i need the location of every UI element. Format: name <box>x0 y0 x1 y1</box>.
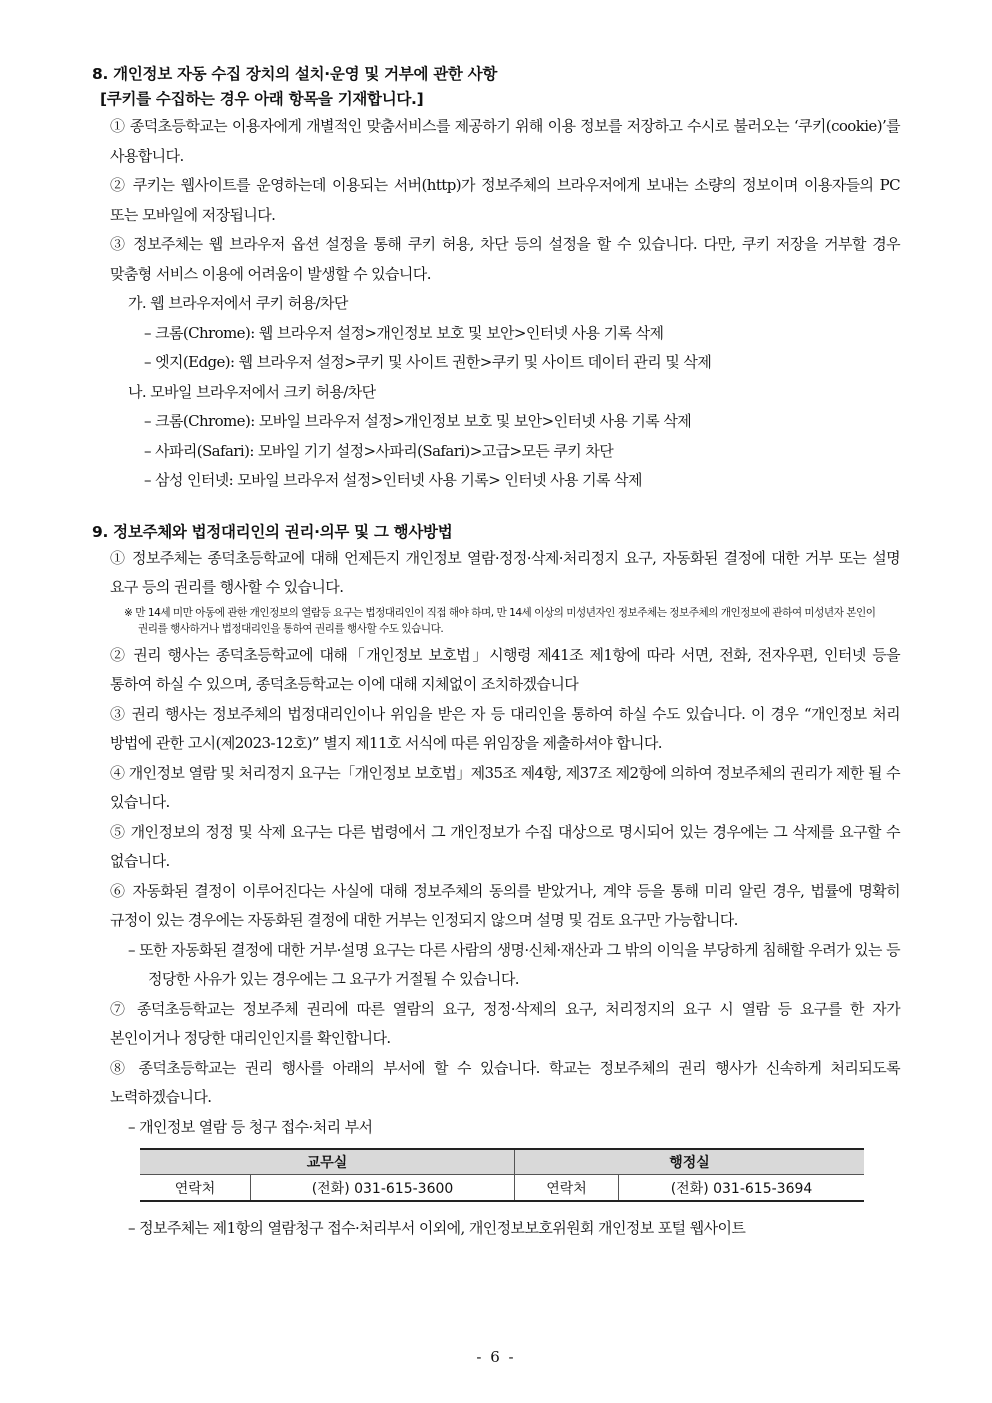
section-9-paragraph-3: ③ 권리 행사는 정보주체의 법정대리인이나 위임을 받은 자 등 대리인을 통하여 하실 수도 있습니다. 이 경우 “개인정보 처리 방법에 관한 고시(제2023-12호)” 별지 제11호 서식에 따른 위임장을 제출하셔야 합니다. <box>110 704 900 752</box>
header-academic-office: 교무실 <box>140 1149 515 1175</box>
section-8-heading: 8. 개인정보 자동 수집 장치의 설치·운영 및 거부에 관한 사항 <box>92 65 498 83</box>
section-8-subheading: [쿠키를 수집하는 경우 아래 항목을 기재합니다.] <box>100 90 424 108</box>
mobile-browser-subtitle: 나. 모바일 브라우저에서 크키 허용/차단 <box>128 382 376 401</box>
page-number: - 6 - <box>476 1348 516 1366</box>
section-9-last-line: – 정보주체는 제1항의 열람청구 접수·처리부서 이외에, 개인정보보호위원회 개인정보 포털 웹사이트 <box>128 1219 746 1237</box>
section-9-paragraph-7: ⑦ 종덕초등학교는 정보주체 권리에 따른 열람의 요구, 정정·삭제의 요구, 처리정지의 요구 시 열람 등 요구를 한 자가 본인이거나 정당한 대리인인지를 확인합니다. <box>110 999 900 1047</box>
web-browser-subtitle: 가. 웹 브라우저에서 쿠키 허용/차단 <box>128 294 348 312</box>
department-table <box>140 1148 864 1202</box>
department-title: – 개인정보 열람 등 청구 접수·처리 부서 <box>128 1117 373 1136</box>
header-administration-office: 행정실 <box>515 1149 865 1175</box>
contact-phone-administration: (전화) 031-615-3694 <box>619 1175 865 1202</box>
section-8-paragraph-2: ② 쿠키는 웹사이트를 운영하는데 이용되는 서버(http)가 정보주체의 브라우저에게 보내는 소량의 정보이며 이용자들의 PC 또는 모바일에 저장됩니다. <box>110 176 900 224</box>
section-9-paragraph-4: ④ 개인정보 열람 및 처리정지 요구는「개인정보 보호법」제35조 제4항, 제37조 제2항에 의하여 정보주체의 권리가 제한 될 수 있습니다. <box>110 763 900 811</box>
mobile-item-safari: – 사파리(Safari): 모바일 기기 설정>사파리(Safari)>고급>모든 쿠키 차단 <box>144 441 614 460</box>
contact-phone-academic: (전화) 031-615-3600 <box>251 1175 515 1202</box>
section-9-paragraph-5: ⑤ 개인정보의 정정 및 삭제 요구는 다른 법령에서 그 개인정보가 수집 대상으로 명시되어 있는 경우에는 그 삭제를 요구할 수 없습니다. <box>110 822 900 870</box>
mobile-item-samsung: – 삼성 인터넷: 모바일 브라우저 설정>인터넷 사용 기록> 인터넷 사용 기록 삭제 <box>144 471 642 489</box>
section-9-paragraph-1: ① 정보주체는 종덕초등학교에 대해 언제든지 개인정보 열람·정정·삭제·처리정지 요구, 자동화된 결정에 대한 거부 또는 설명 요구 등의 권리를 행사할 수 있습니다. <box>110 548 900 596</box>
section-9-paragraph-6-dash: – 또한 자동화된 결정에 대한 거부·설명 요구는 다른 사람의 생명·신체·재산과 그 밖의 이익을 부당하게 침해할 우려가 있는 등 정당한 사유가 있는 경우에는 그 요구가 거절될 수 있습니다. <box>128 940 900 988</box>
section-9-heading: 9. 정보주체와 법정대리인의 권리·의무 및 그 행사방법 <box>92 522 453 541</box>
section-9-paragraph-6: ⑥ 자동화된 결정이 이루어진다는 사실에 대해 정보주체의 동의를 받았거나, 계약 등을 통해 미리 알린 경우, 법률에 명확히 규정이 있는 경우에는 자동화된 결정에 대한 거부는 인정되지 않으며 설명 및 검토 요구만 가능합니다. <box>110 881 900 929</box>
table-row <box>140 1175 864 1202</box>
section-8-paragraph-3: ③ 정보주체는 웹 브라우저 옵션 설정을 통해 쿠키 허용, 차단 등의 설정을 할 수 있습니다. 다만, 쿠키 저장을 거부할 경우 맞춤형 서비스 이용에 어려움이 발생할 수 있습니다. <box>110 235 900 283</box>
section-9-note: ※ 만 14세 미만 아동에 관한 개인정보의 열람등 요구는 법정대리인이 직접 해야 하며, 만 14세 이상의 미성년자인 정보주체는 정보주체의 개인정보에 관하여 미성년자 본인이 권리를 행사하거나 법정대리인을 통하여 권리를 행사할 수도 있습니다. <box>124 606 876 635</box>
section-8-paragraph-1: ① 종덕초등학교는 이용자에게 개별적인 맞춤서비스를 제공하기 위해 이용 정보를 저장하고 수시로 불러오는 ‘쿠키(cookie)’를 사용합니다. <box>110 117 900 165</box>
contact-label-academic: 연락처 <box>140 1175 251 1202</box>
section-9-paragraph-2: ② 권리 행사는 종덕초등학교에 대해「개인정보 보호법」시행령 제41조 제1항에 따라 서면, 전화, 전자우편, 인터넷 등을 통하여 하실 수 있으며, 종덕초등학교는 이에 대해 지체없이 조치하겠습니다 <box>110 645 900 693</box>
document-page <box>92 62 900 1244</box>
mobile-item-chrome: – 크롬(Chrome): 모바일 브라우저 설정>개인정보 보호 및 보안>인터넷 사용 기록 삭제 <box>144 412 692 430</box>
section-9-paragraph-8: ⑧ 종덕초등학교는 권리 행사를 아래의 부서에 할 수 있습니다. 학교는 정보주체의 권리 행사가 신속하게 처리되도록 노력하겠습니다. <box>110 1058 900 1106</box>
web-item-chrome: – 크롬(Chrome): 웹 브라우저 설정>개인정보 보호 및 보안>인터넷 사용 기록 삭제 <box>144 323 664 342</box>
department-table-header <box>140 1149 864 1175</box>
web-item-edge: – 엣지(Edge): 웹 브라우저 설정>쿠키 및 사이트 권한>쿠키 및 사이트 데이터 관리 및 삭제 <box>144 353 712 371</box>
contact-label-administration: 연락처 <box>515 1175 619 1202</box>
